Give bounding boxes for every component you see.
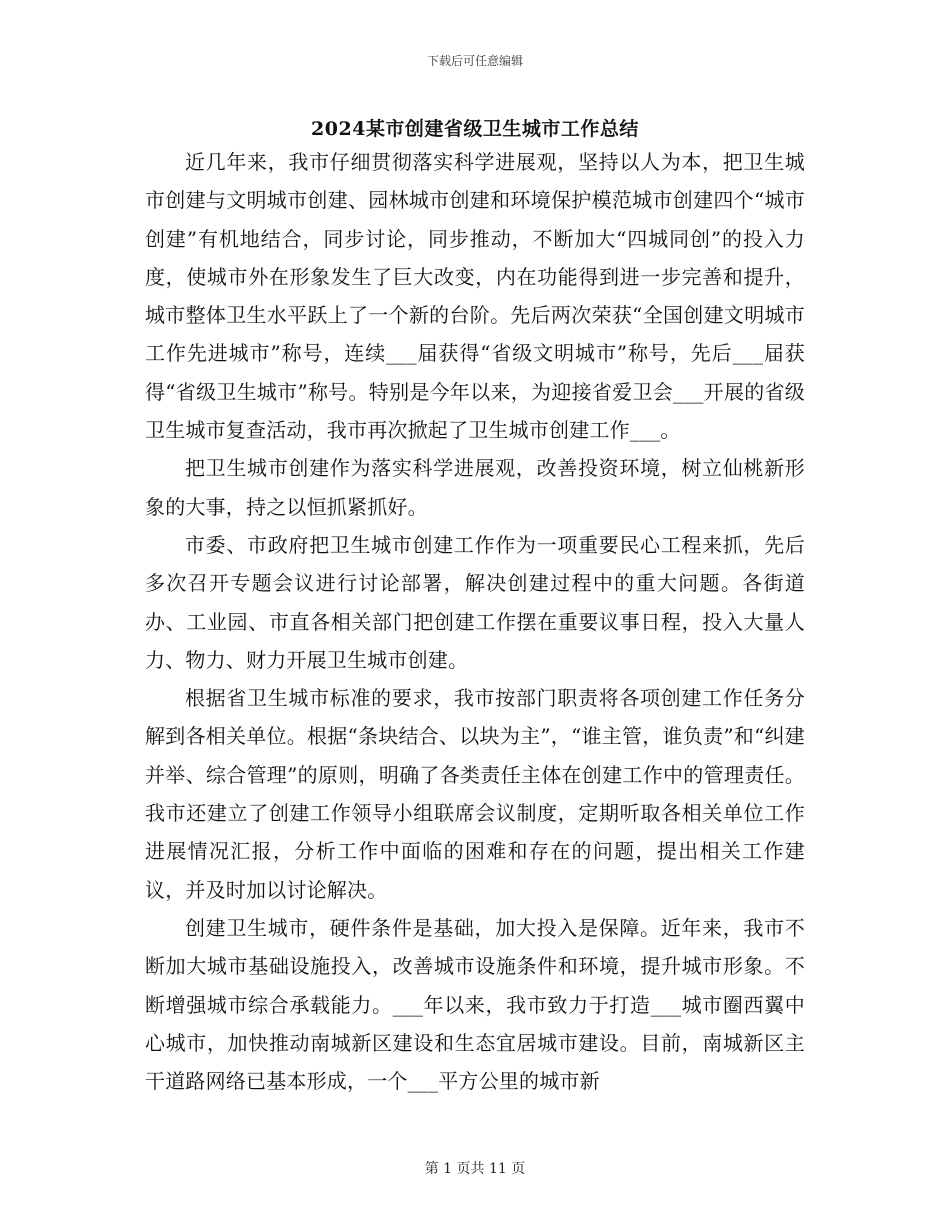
paragraph-2: 把卫生城市创建作为落实科学进展观，改善投资环境，树立仙桃新形象的大事，持之以恒抓紧抓好。 [145,456,805,519]
paragraph-1: 近几年来，我市仔细贯彻落实科学进展观，坚持以人为本，把卫生城市创建与文明城市创建、园林城市创建和环境保护模范城市创建四个“城市创建”有机地结合，同步讨论，同步推动，不断加大“四城同创”的投入力度，使城市外在形象发生了巨大改变，内在功能得到进一步完善和提升，城市整体卫生水平跃上了一个新的台阶。先后两次荣获“全国创建文明城市工作先进城市”称号，连续___届获得“省级文明城市”称号，先后___届获得“省级卫生城市”称号。特别是今年以来，为迎接省爱卫会___开展的省级卫生城市复查活动，我市再次掀起了卫生城市创建工作___。 [145,150,805,443]
paragraph-4: 根据省卫生城市标准的要求，我市按部门职责将各项创建工作任务分解到各相关单位。根据“条块结合、以块为主”，“谁主管，谁负责”和“纠建并举、综合管理”的原则，明确了各类责任主体在创建工作中的管理责任。我市还建立了创建工作领导小组联席会议制度，定期听取各相关单位工作进展情况汇报，分析工作中面临的困难和存在的问题，提出相关工作建议，并及时加以讨论解决。 [145,686,805,902]
document-body [145,143,805,1100]
paragraph-3: 市委、市政府把卫生城市创建工作作为一项重要民心工程来抓，先后多次召开专题会议进行讨论部署，解决创建过程中的重大问题。各街道办、工业园、市直各相关部门把创建工作摆在重要议事日程，投入大量人力、物力、财力开展卫生城市创建。 [145,532,805,672]
document-title: 2024某市创建省级卫生城市工作总结 [311,118,639,140]
page-number: 第 1 页共 11 页 [424,1161,526,1177]
page-header-note: 下载后可任意编辑 [426,54,523,68]
paragraph-5: 创建卫生城市，硬件条件是基础，加大投入是保障。近年来，我市不断加大城市基础设施投入，改善城市设施条件和环境，提升城市形象。不断增强城市综合承载能力。___年以来，我市致力于打造___城市圈西翼中心城市，加快推动南城新区建设和生态宜居城市建设。目前，南城新区主干道路网络已基本形成，一个___平方公里的城市新 [145,915,805,1094]
